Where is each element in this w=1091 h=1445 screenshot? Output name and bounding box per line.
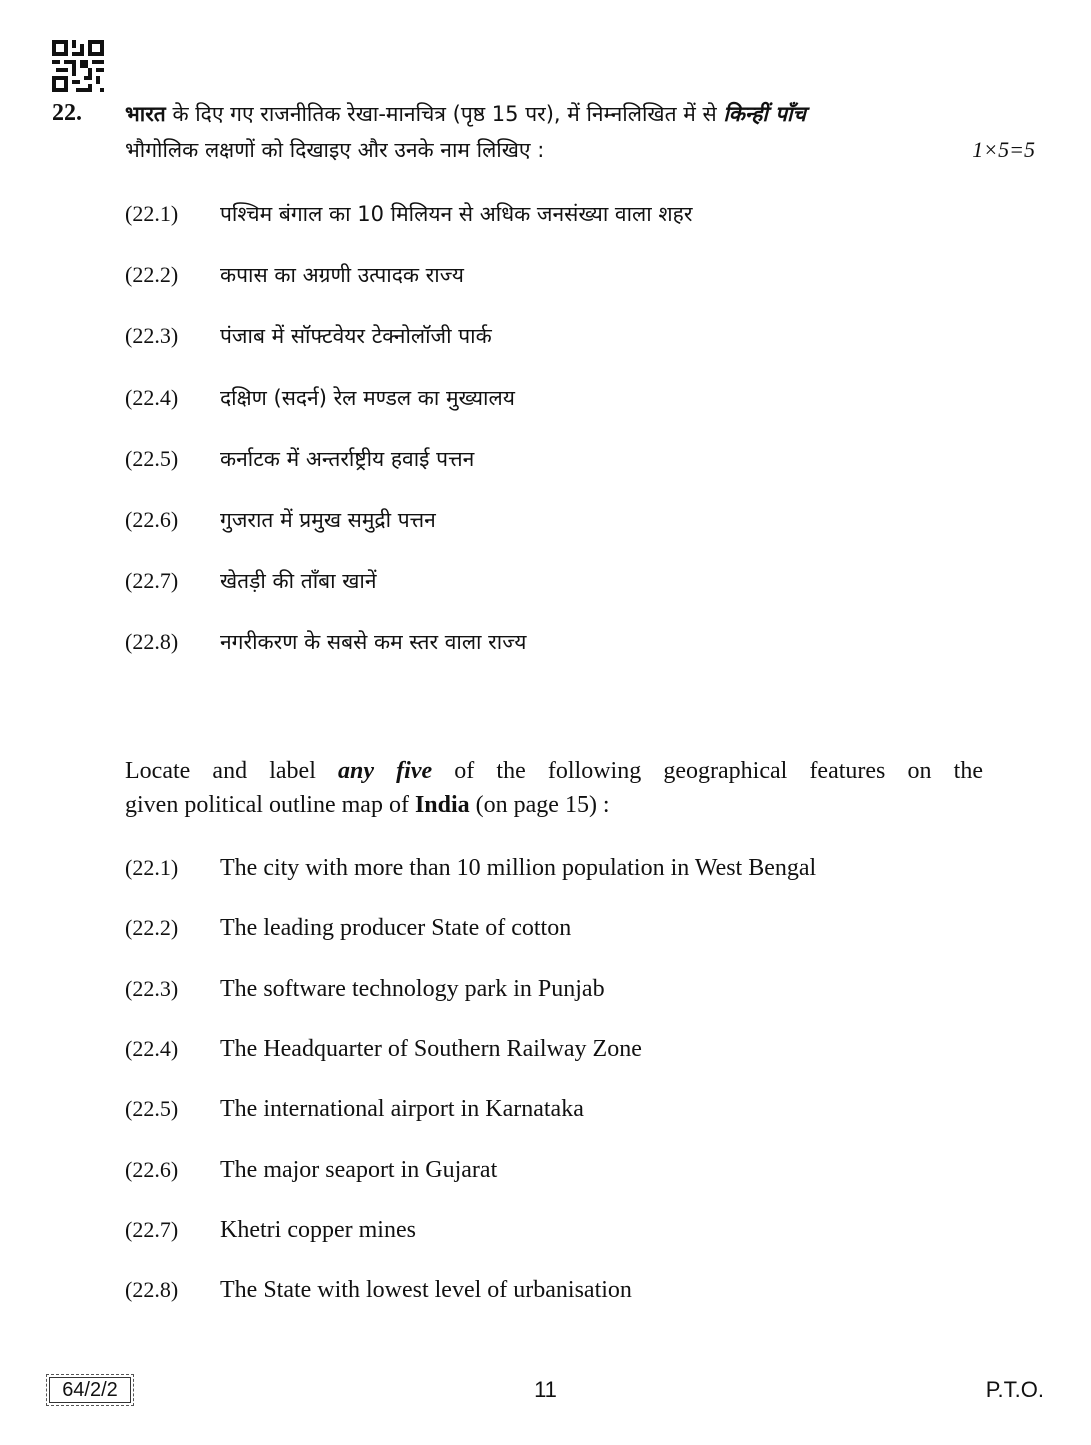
marks-allocation: 1×5=5 [972,137,1035,162]
item-text: The international airport in Karnataka [220,1096,584,1122]
hindi-instruction-text: के दिए गए राजनीतिक रेखा-मानचित्र (पृष्ठ 15 पर), में निम्नलिखित में से [165,102,724,126]
qr-code-icon [52,40,104,92]
item-number: (22.2) [125,262,179,287]
list-item [125,1036,642,1063]
item-number: (22.2) [125,915,179,940]
list-item [125,322,492,350]
list-item [125,1277,632,1304]
item-text: खेतड़ी की ताँबा खानें [220,569,377,593]
list-item [125,384,515,412]
list-item [125,1157,497,1184]
question-number: 22. [52,100,82,126]
list-item [125,506,436,534]
page-number: 11 [534,1377,557,1402]
english-instruction-a: Locate and label [125,758,339,784]
item-number: (22.4) [125,385,179,410]
item-number: (22.5) [125,446,179,471]
item-text: The State with lowest level of urbanisation [220,1277,632,1303]
item-number: (22.4) [125,1036,179,1061]
list-item [125,445,474,473]
english-country-name: India [414,792,470,818]
english-instruction-b: of the following geographical features on the [432,758,984,784]
item-number: (22.1) [125,201,179,226]
item-text: दक्षिण (सदर्न) रेल मण्डल का मुख्यालय [220,386,515,410]
item-text: पश्चिम बंगाल का 10 मिलियन से अधिक जनसंख्या वाला शहर [220,202,693,226]
hindi-any-five: किन्हीं पाँच [723,102,806,126]
list-item [125,200,692,228]
item-text: नगरीकरण के सबसे कम स्तर वाला राज्य [220,630,527,654]
item-number: (22.1) [125,855,179,880]
item-text: The leading producer State of cotton [220,915,572,941]
item-text: कपास का अग्रणी उत्पादक राज्य [220,263,464,287]
item-number: (22.8) [125,629,179,654]
list-item [125,976,605,1003]
english-any-five: any five [338,758,433,784]
item-number: (22.3) [125,976,179,1001]
please-turn-over: P.T.O. [985,1377,1044,1402]
hindi-instruction-line2: भौगोलिक लक्षणों को दिखाइए और उनके नाम लिखिए : [125,138,545,162]
item-text: The Headquarter of Southern Railway Zone [220,1036,642,1062]
hindi-country-name: भारत [125,102,166,126]
list-item [125,915,571,942]
item-number: (22.7) [125,1217,179,1242]
english-instruction-c: given political outline map of [125,792,415,818]
item-text: Khetri copper mines [220,1217,416,1243]
item-number: (22.3) [125,323,179,348]
item-number: (22.6) [125,1157,179,1182]
list-item [125,567,377,595]
item-text: कर्नाटक में अन्तर्राष्ट्रीय हवाई पत्तन [220,447,475,471]
item-text: गुजरात में प्रमुख समुद्री पत्तन [220,508,436,532]
paper-code: 64/2/2 [49,1377,131,1403]
english-instruction [125,754,983,822]
list-item [125,628,526,656]
english-instruction-d: (on page 15) : [469,792,610,818]
item-number: (22.5) [125,1096,179,1121]
item-number: (22.7) [125,568,179,593]
list-item [125,261,464,289]
list-item [125,855,816,882]
list-item [125,1096,584,1123]
item-number: (22.8) [125,1277,179,1302]
item-text: The major seaport in Gujarat [220,1157,498,1183]
hindi-instruction [125,96,1035,168]
item-number: (22.6) [125,507,179,532]
item-text: The software technology park in Punjab [220,976,605,1002]
item-text: The city with more than 10 million population in West Bengal [220,855,817,881]
list-item [125,1217,416,1244]
item-text: पंजाब में सॉफ्टवेयर टेक्नोलॉजी पार्क [220,324,492,348]
